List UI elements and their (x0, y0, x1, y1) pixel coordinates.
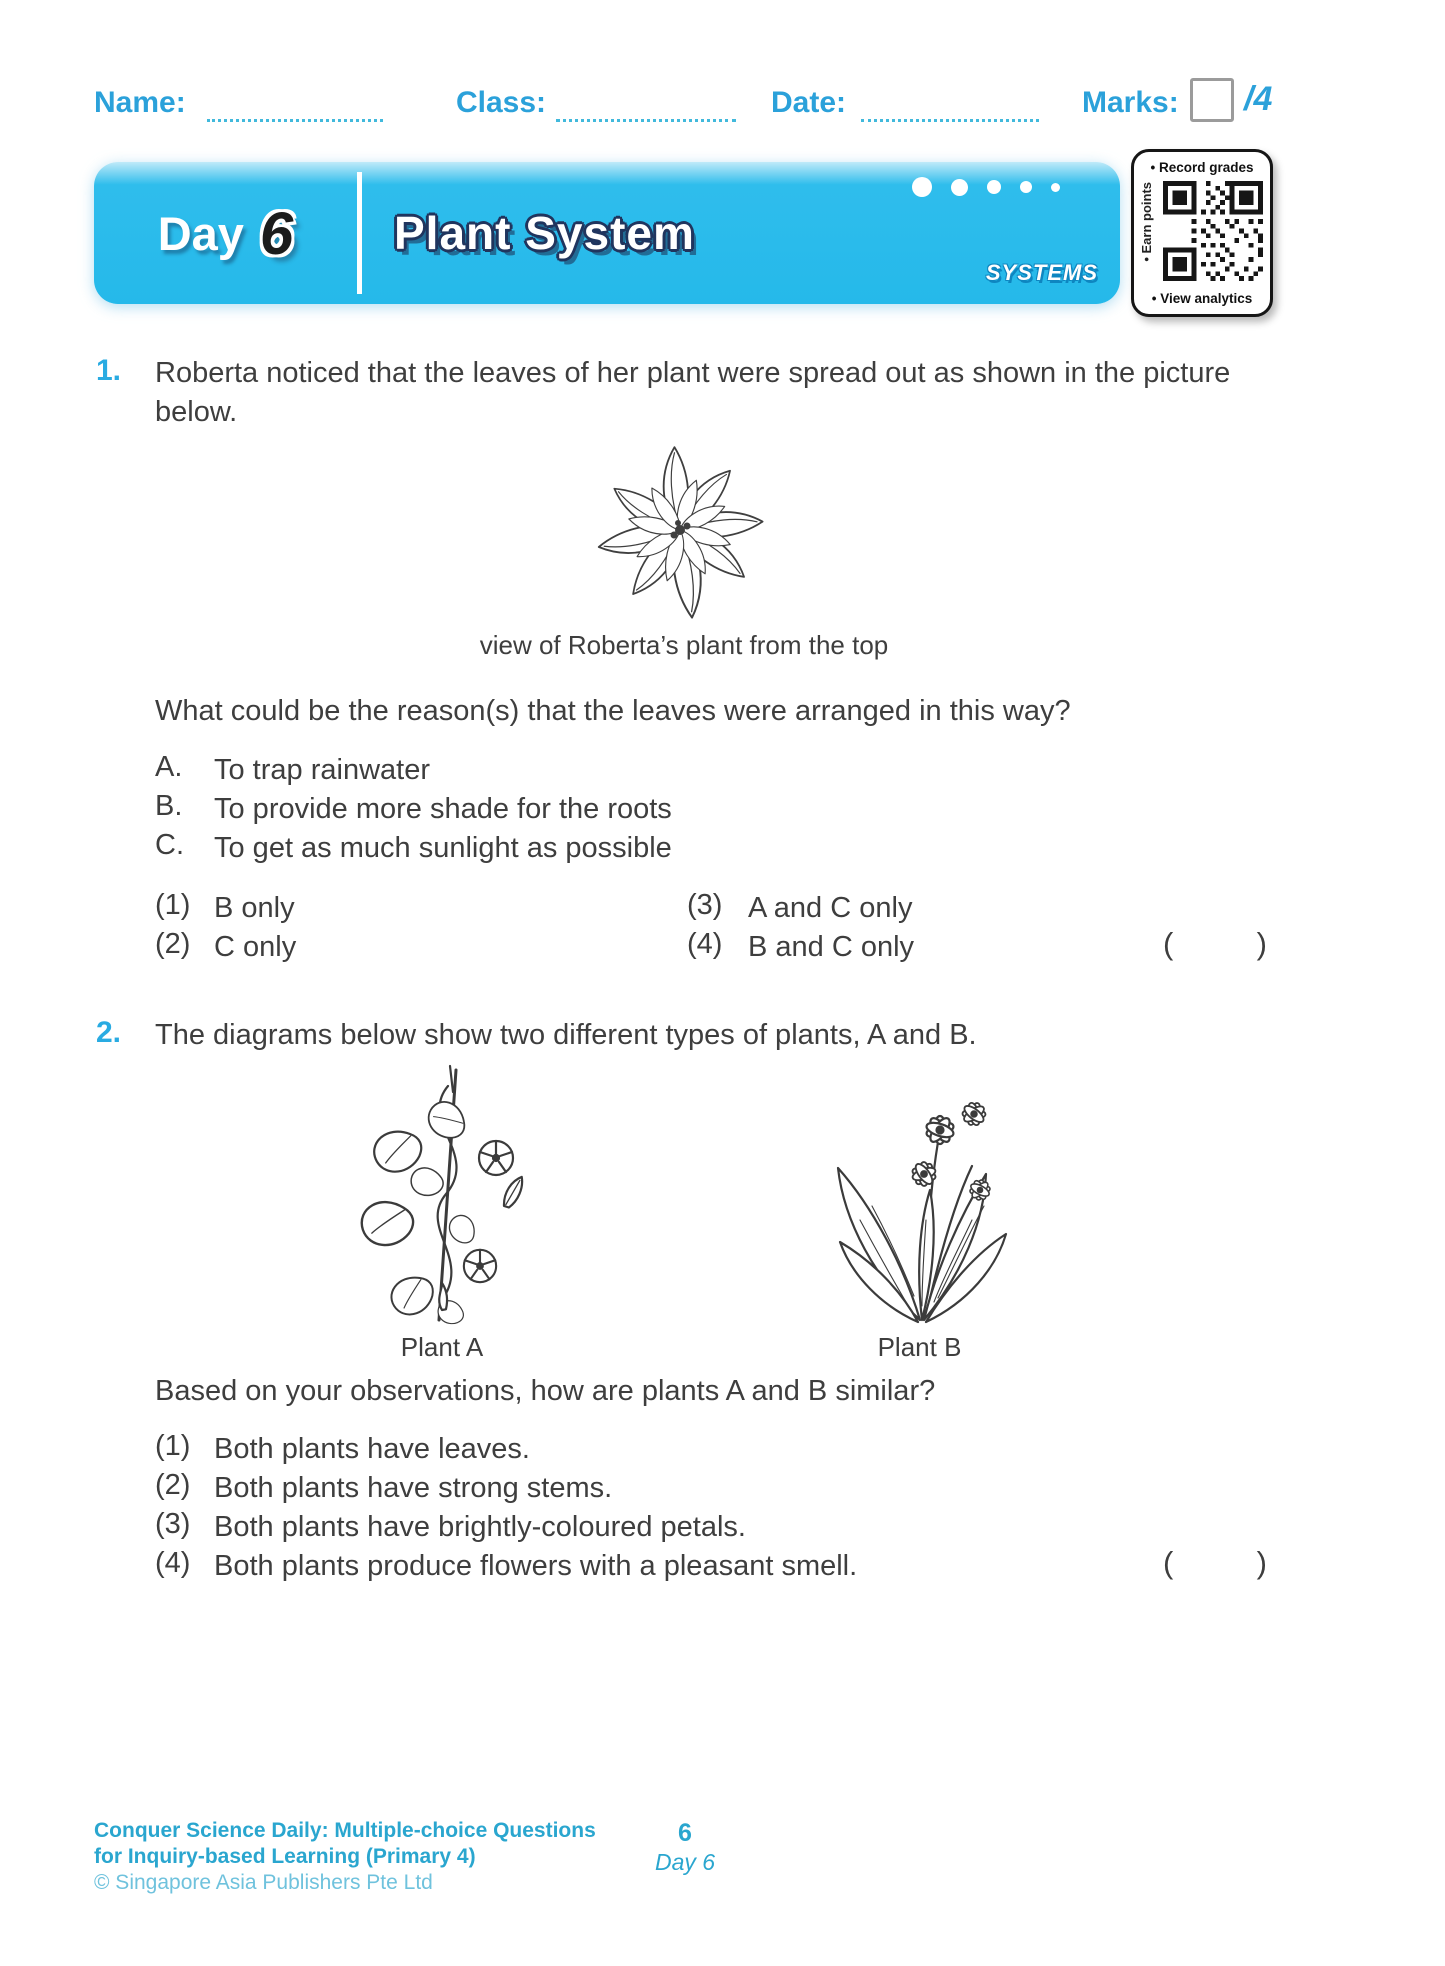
q1-picture-caption: view of Roberta’s plant from the top (479, 630, 889, 660)
dot-icon (912, 177, 932, 197)
q1-option-1-text: B only (214, 892, 295, 924)
q1-answer-blank[interactable] (1163, 926, 1267, 962)
footer-book-info (94, 1818, 614, 1896)
q1-answer-paren-open: ( (1163, 926, 1174, 961)
plant-top-view-illustration (575, 434, 785, 626)
marks-total: /4 (1244, 80, 1273, 118)
q2-text: The diagrams below show two different types of plants, A and B. (155, 1019, 977, 1051)
q1-option-4-text: B and C only (748, 931, 915, 963)
marks-box[interactable] (1190, 78, 1234, 122)
day-number: 6 (259, 199, 294, 267)
plant-a-illustration (344, 1058, 540, 1328)
q2-answer-blank[interactable] (1163, 1545, 1267, 1581)
q1-option-1-label: (1) (155, 889, 191, 921)
plant-b-label: Plant B (877, 1332, 962, 1362)
qr-card (1131, 149, 1273, 317)
q2-option-1-label: (1) (155, 1430, 191, 1462)
q2-number: 2. (96, 1016, 122, 1049)
marks-label: Marks: (1082, 86, 1179, 119)
q2-option-4-label: (4) (155, 1547, 191, 1579)
q2-option-2-label: (2) (155, 1469, 191, 1501)
name-blank[interactable] (207, 88, 383, 122)
q1-answer-paren-close: ) (1256, 926, 1267, 961)
dot-icon (1051, 183, 1060, 192)
class-label: Class: (456, 86, 547, 119)
q2-answer-paren-close: ) (1256, 1545, 1267, 1580)
q2-option-3-label: (3) (155, 1508, 191, 1540)
banner-dots-decoration (912, 174, 1060, 200)
footer-title-line2: for Inquiry-based Learning (Primary 4) (94, 1845, 476, 1868)
day-badge (94, 162, 357, 304)
dot-icon (987, 180, 1001, 194)
footer-day-label: Day 6 (654, 1849, 716, 1875)
footer-copyright: © Singapore Asia Publishers Pte Ltd (94, 1871, 433, 1894)
qr-bottom-label: • View analytics (1151, 291, 1253, 306)
strand-badge: SYSTEMS (985, 260, 1098, 285)
q1-statement-a-text: To trap rainwater (214, 754, 430, 786)
footer-page-number: 6 (678, 1819, 692, 1847)
class-blank[interactable] (556, 88, 736, 122)
banner-title: Plant System (394, 207, 695, 259)
qr-left-label: • Earn points (1139, 182, 1154, 262)
q1-number: 1. (96, 354, 122, 387)
q2-answer-paren-open: ( (1163, 1545, 1174, 1580)
q2-option-3-text: Both plants have brightly-coloured petals. (214, 1511, 746, 1543)
footer-page-block (600, 1818, 770, 1876)
date-blank[interactable] (861, 88, 1039, 122)
q1-prompt: What could be the reason(s) that the leaves were arranged in this way? (155, 695, 1071, 727)
qr-top-label: • Record grades (1150, 160, 1254, 175)
name-label: Name: (94, 86, 186, 119)
q1-statement-c-label: C. (155, 829, 184, 861)
q1-option-2-label: (2) (155, 928, 191, 960)
footer-title-line1: Conquer Science Daily: Multiple-choice Questions (94, 1819, 596, 1842)
day-word: Day (157, 206, 244, 260)
q2-option-4-text: Both plants produce flowers with a pleasant smell. (214, 1550, 858, 1582)
q1-option-3-label: (3) (687, 889, 723, 921)
q2-option-2-text: Both plants have strong stems. (214, 1472, 613, 1504)
q1-option-3-text: A and C only (748, 892, 913, 924)
qr-code[interactable] (1163, 181, 1263, 281)
q2-prompt: Based on your observations, how are plants A and B similar? (155, 1375, 936, 1407)
plant-a-label: Plant A (400, 1332, 484, 1362)
q1-text: Roberta noticed that the leaves of her plant were spread out as shown in the picture below. (155, 357, 1231, 428)
plant-b-illustration (812, 1070, 1027, 1328)
q1-option-2-text: C only (214, 931, 297, 963)
q1-statement-c-text: To get as much sunlight as possible (214, 832, 672, 864)
dot-icon (1020, 181, 1032, 193)
q1-statement-b-label: B. (155, 790, 183, 822)
q2-option-1-text: Both plants have leaves. (214, 1433, 530, 1465)
dot-icon (951, 179, 968, 196)
q1-statement-a-label: A. (155, 751, 183, 783)
q1-option-4-label: (4) (687, 928, 723, 960)
day-banner (94, 162, 1120, 304)
date-label: Date: (771, 86, 847, 119)
q1-statement-b-text: To provide more shade for the roots (214, 793, 672, 825)
banner-divider (357, 172, 362, 294)
